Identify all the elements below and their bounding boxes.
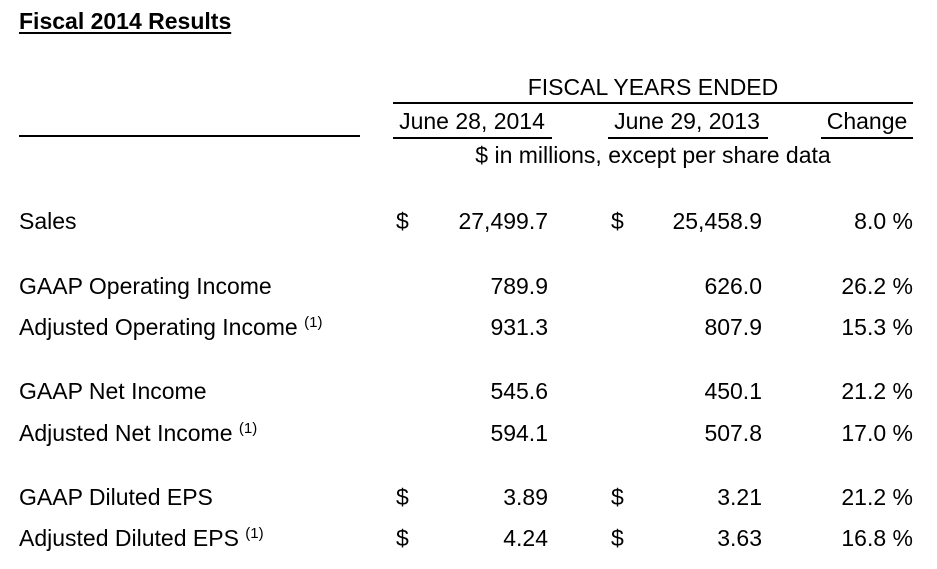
- value-2013: 626.0: [704, 273, 762, 299]
- footnote-marker: (1): [238, 419, 258, 437]
- currency-symbol: $: [611, 484, 624, 510]
- table-row: [0, 378, 937, 414]
- row-label: Adjusted Net Income $^{(1)}$: [19, 419, 258, 446]
- column-header-2014: June 28, 2014: [399, 108, 545, 134]
- column-rule-2014: [393, 137, 552, 139]
- value-2014: 594.1: [490, 420, 548, 446]
- table-row: [0, 208, 937, 244]
- label-column-rule: [19, 135, 360, 137]
- currency-symbol: $: [396, 208, 409, 234]
- change-value: 15.3 %: [841, 314, 913, 340]
- change-value: 26.2 %: [841, 273, 913, 299]
- value-2013: 807.9: [704, 314, 762, 340]
- row-label: Sales: [19, 208, 77, 234]
- units-subheader: $ in millions, except per share data: [475, 142, 831, 168]
- row-label: Adjusted Operating Income $^{(1)}$: [19, 313, 323, 340]
- change-value: 8.0 %: [854, 208, 913, 234]
- value-2014: 27,499.7: [458, 208, 548, 234]
- value-2014: 4.24: [503, 525, 548, 551]
- table-row: [0, 314, 937, 350]
- change-value: 21.2 %: [841, 378, 913, 404]
- row-label: Adjusted Diluted EPS $^{(1)}$: [19, 524, 264, 551]
- column-rule-change: [821, 137, 913, 139]
- column-header-2013: June 29, 2013: [614, 108, 760, 134]
- row-label: GAAP Operating Income: [19, 273, 272, 299]
- table-row: [0, 484, 937, 520]
- change-value: 21.2 %: [841, 484, 913, 510]
- value-2014: 931.3: [490, 314, 548, 340]
- footnote-marker: (1): [304, 313, 323, 331]
- value-2013: 3.63: [717, 525, 762, 551]
- footnote-marker: (1): [245, 524, 264, 542]
- value-2013: 507.8: [704, 420, 762, 446]
- table-row: [0, 525, 937, 561]
- currency-symbol: $: [611, 525, 624, 551]
- value-2014: 789.9: [490, 273, 548, 299]
- change-value: 16.8 %: [841, 525, 913, 551]
- table-row: [0, 420, 937, 456]
- change-value: 17.0 %: [841, 420, 913, 446]
- row-label: GAAP Diluted EPS: [19, 484, 213, 510]
- currency-symbol: $: [396, 525, 409, 551]
- value-2014: 3.89: [503, 484, 548, 510]
- value-2013: 3.21: [717, 484, 762, 510]
- page-title: Fiscal 2014 Results: [19, 8, 232, 34]
- column-rule-2013: [608, 137, 768, 139]
- currency-symbol: $: [396, 484, 409, 510]
- row-label: GAAP Net Income: [19, 378, 207, 404]
- value-2014: 545.6: [490, 378, 548, 404]
- table-row: [0, 273, 937, 309]
- header-rule-top: [393, 102, 913, 104]
- column-header-change: Change: [826, 108, 908, 134]
- value-2013: 25,458.9: [672, 208, 762, 234]
- value-2013: 450.1: [704, 378, 762, 404]
- fiscal-years-header: FISCAL YEARS ENDED: [527, 74, 779, 100]
- currency-symbol: $: [611, 208, 624, 234]
